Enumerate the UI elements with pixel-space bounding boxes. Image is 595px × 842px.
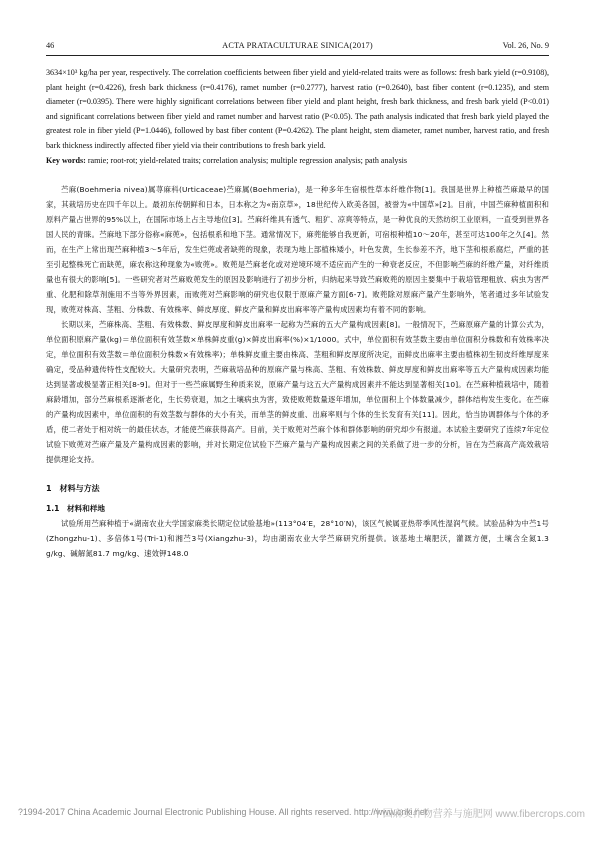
header-rule xyxy=(46,55,549,56)
page-number: 46 xyxy=(46,41,55,50)
article-body xyxy=(46,66,549,561)
page-footer xyxy=(18,807,585,821)
volume-info: Vol. 26, No. 9 xyxy=(502,41,549,50)
abstract-continued: 3634×10³ kg/ha per year, respectively. The correlation coefficients between fiber yield and yield-related traits were as follows: fresh bark yield (r=0.9108), plant height (r=0.4226), fresh bark thickness (r=0.4176), ramet number (r=0.2777), harvest ratio (r=0.2640), bast fiber content (r=0.1235), and stem diameter (r=0.0395). There were highly significant correlations between fiber yield and plant height, fresh bark thickness, and fresh bark yield (P<0.01) and significant correlations between fiber yield and ramet number and harvest ratio (P<0.05). The path analysis indicated that fresh bark yield played the greatest role in fiber yield (P=1.0446), followed by bast fiber content (P=0.4262). The plant height, stem diameter, ramet number, harvest ratio, and fresh bark thickness indirectly affected fiber yield via their contributions to fresh bark yield. xyxy=(46,68,549,150)
section-heading: 1 材料与方法 xyxy=(46,484,100,494)
intro-paragraph: 苎麻(Boehmeria nivea)属荨麻科(Urticaceae)苎麻属(Boehmeria)，是一种多年生宿根性草本纤维作物[1]。我国是世界上种植苎麻最早的国家，其栽培历史在四千年以上。最初东传朝鲜和日本，日本称之为«南京草»，18世纪传入欧美各国，被誉为«中国草»[2]。目前，中国苎麻种植面积和原料产量占世界的95%以上，在国际市场上占主导地位[3]。苎麻纤维具有透气、粗犷、凉爽等特点，是一种优良的天然纺织工业原料，一直受到世界各国人民的青睐。苎麻地下部分俗称«麻蔸»，包括根系和地下茎。通常情况下，麻蔸能够自我更新，可宿根种植10～20年，甚至可达100年之久[4]。然而，在生产上常出现苎麻种植3～5年后，发生烂蔸或者缺蔸的现象，表现为地上部植株矮小，叶色发黄，生长参差不齐，地下茎和根系腐烂，严重的甚至引起整株死亡而缺蔸，麻农称这种现象为«败蔸»。败蔸是苎麻老化或对逆境环境不适应而产生的一种衰老反应，不但影响苎麻的纤维产量，对纤维质量也有很大的影响[5]。一些研究者对苎麻败蔸发生的原因及影响进行了初步分析，归纳起来导致苎麻败蔸的原因主要集中于栽培管理粗放、病虫为害严重、化肥和除草剂施用不当等外界因素，而败蔸对苎麻影响的研究也仅限于原麻产量方面[6-7]。败蔸除对原麻产量产生影响外，笔者通过多年试验发现，败蔸对株高、茎粗、分株数、有效株率、鲜皮厚度、鲜皮产量和鲜皮出麻率等产量构成因素均有着不同的影响。 xyxy=(46,185,549,315)
keywords-line xyxy=(46,154,549,169)
watermark: 中国麻类作物营养与施肥网 www.fibercrops.com xyxy=(372,809,585,820)
intro-paragraph: 长期以来，苎麻株高、茎粗、有效株数、鲜皮厚度和鲜皮出麻率一起称为苎麻的五大产量构成因素[8]。一般情况下，苎麻原麻产量的计算公式为，单位面积原麻产量(kg)＝单位面积有效茎数×单株鲜皮重(g)×鲜皮出麻率(%)×1/1000。式中，单位面积有效茎数主要由单位面积分株数和有效株率决定，单位面积有效茎数＝单位面积分株数×有效株率)；单株鲜皮重主要由株高、茎粗和鲜皮厚度所决定，而鲜皮出麻率主要由植株初生韧皮纤维厚度来确定，受品种遗传特性支配较大。大量研究表明，苎麻栽培品种的原麻产量与株高、茎粗、有效株数、鲜皮厚度和鲜皮出麻率等五大产量构成因素均能达到显著或极显著正相关[8-9]。但对于一些苎麻属野生种质来说，原麻产量与这五大产量构成因素并不能达到显著相关[10]。在苎麻种植栽培中，随着麻龄增加，部分苎麻根系逐渐老化，生长势衰退，加之土壤病虫为害，致使败蔸数量逐年增加，单位面积上个体数量减少，群体结构发生变化。在苎麻的产量构成因素中，单位面积的有效茎数与群体的大小有关，而单茎的鲜皮重、出麻率则与个体的生长发育有关[11]。因此，恰当协调群体与个体的矛盾，使二者处于相对统一的最佳状态，才能使苎麻获得高产。目前，关于败蔸对苎麻个体和群体影响的研究却少有报道。本试验主要研究了连续7年定位试验下败蔸对苎麻产量及产量构成因素的影响，并对长期定位试验下苎麻产量与产量构成因素之间的关系做了进一步的分析，旨在为苎麻高产高效栽培提供理论支持。 xyxy=(46,320,549,465)
keywords-text: ramie; root-rot; yield-related traits; correlation analysis; multiple regression analysis; path analysis xyxy=(87,155,407,165)
copyright-notice: ?1994-2017 China Academic Journal Electronic Publishing House. All rights reserved. http://www.cnki.net xyxy=(18,807,428,817)
running-header xyxy=(46,41,549,55)
methods-paragraph: 试验所用苎麻种植于«湖南农业大学国家麻类长期定位试验基地»(113°04′E，28°10′N)，该区气候属亚热带季风性湿润气候。试验品种为中苎1号(Zhongzhu-1)、多倍体1号(Tri-1)和湘苎3号(Xiangzhu-3)，均由湖南农业大学苎麻研究所提供。该基地土壤肥沃，灌溉方便，土壤含全氮1.3 g/kg、碱解氮81.7 mg/kg、速效钾148.0 xyxy=(46,519,549,559)
keywords-label: Key words: xyxy=(46,155,86,165)
subsection-heading: 1.1 材料和样地 xyxy=(46,504,106,514)
journal-title: ACTA PRATACULTURAE SINICA(2017) xyxy=(222,41,373,50)
